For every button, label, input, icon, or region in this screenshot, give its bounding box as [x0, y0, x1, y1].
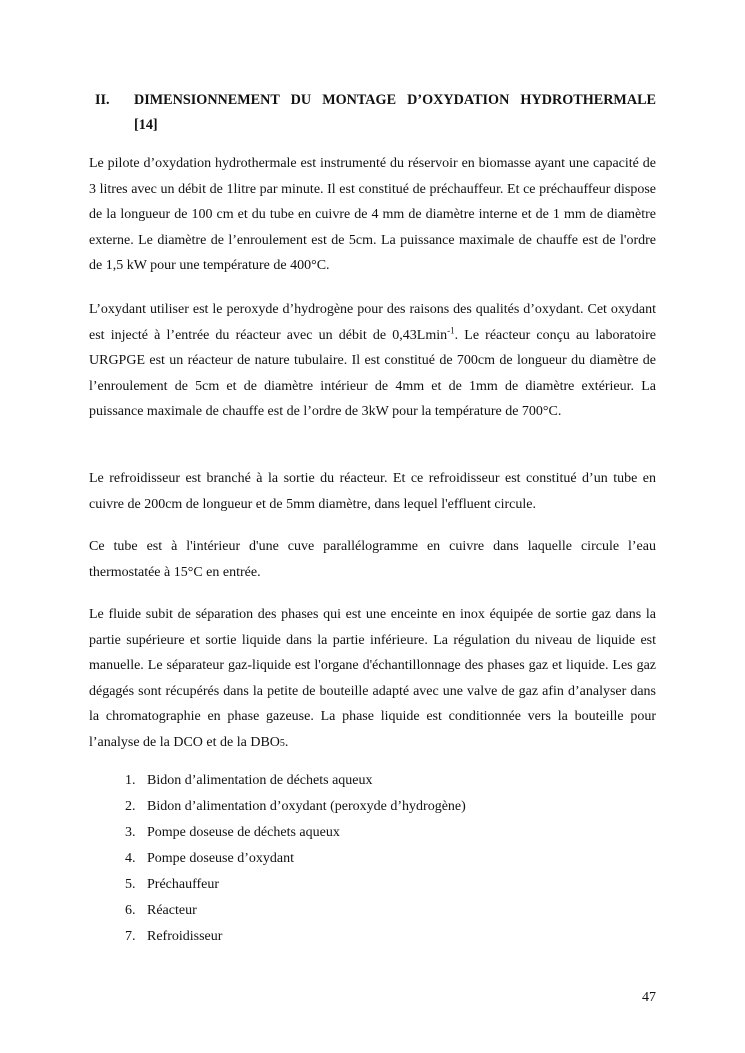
paragraph-tube: [89, 534, 656, 585]
list-item-label: Pompe doseuse d’oxydant: [147, 851, 294, 866]
list-item-number: 3.: [125, 825, 136, 840]
paragraph-separator: [89, 602, 656, 757]
section-title-line2: [14]: [134, 117, 158, 133]
section-number: II.: [95, 92, 110, 108]
list-item-label: Refroidisseur: [147, 929, 223, 944]
list-item-number: 7.: [125, 929, 136, 944]
list-item-number: 1.: [125, 773, 136, 788]
list-item: [125, 846, 466, 872]
section-title: [134, 88, 656, 138]
paragraph-oxidant-text-2: . Le réacteur conçu au laboratoire URGPGE est un réacteur de nature tubulaire. Il est constitué de 700cm de longueur du diamètre de l’enroulement de 5cm et de diamètre intérieur de 4mm et de 1mm de diamètre extérieur. La puissance maximale de chauffe est de l’ordre de 3kW pour la température de 700°C.: [89, 327, 656, 420]
paragraph-preheater: [89, 151, 656, 279]
list-item: [125, 794, 466, 820]
list-item: [125, 872, 466, 898]
list-item-label: Pompe doseuse de déchets aqueux: [147, 825, 340, 840]
paragraph-separator-text-2: .: [284, 734, 289, 750]
list-item: [125, 820, 466, 846]
list-item-label: Préchauffeur: [147, 877, 220, 892]
paragraph-cooler-text: Le refroidisseur est branché à la sortie du réacteur. Et ce refroidisseur est constitué d’un tube en cuivre de 200cm de longueur et de 5mm diamètre, dans lequel l'effluent circule.: [89, 471, 656, 512]
paragraph-cooler: [89, 466, 656, 517]
section-heading: [89, 88, 656, 138]
list-item-label: Réacteur: [147, 903, 197, 918]
page-number: 47: [642, 990, 656, 1005]
paragraph-oxidant-reactor: [89, 297, 656, 425]
list-item-label: Bidon d’alimentation d’oxydant (peroxyde d’hydrogène): [147, 799, 466, 814]
paragraph-separator-text-1: Le fluide subit de séparation des phases qui est une enceinte en inox équipée de sortie gaz dans la partie supérieure et sortie liquide dans la partie inférieure. La régulation du niveau de liquide est manuelle. Le séparateur gaz-liquide est l'organe d'échantillonnage des phases gaz et liquide. Les gaz dégagés sont récupérés dans la petite de bouteille adapté avec une valve de gaz afin d’analyser dans la chromatographie en phase gazeuse. La phase liquide est conditionnée vers la bouteille pour l’analyse de la DCO et de la DBO: [89, 607, 656, 750]
paragraph-oxidant-text-1: L’oxydant utiliser est le peroxyde d’hydrogène pour des raisons des qualités d’oxydant. Cet oxydant est injecté à l’entrée du réacteur avec un débit de 0,43Lmin: [89, 302, 656, 343]
list-item-number: 6.: [125, 903, 136, 918]
list-item-number: 4.: [125, 851, 136, 866]
equipment-list: [125, 768, 466, 950]
paragraph-preheater-text: Le pilote d’oxydation hydrothermale est instrumenté du réservoir en biomasse ayant une capacité de 3 litres avec un débit de 1litre par minute. Il est constitué de préchauffeur. Et ce préchauffeur dispose de la longueur de 100 cm et du tube en cuivre de 4 mm de diamètre interne et de 1 mm de diamètre externe. Le diamètre de l’enroulement est de 5cm. La puissance maximale de chauffe est de l'ordre de 1,5 kW pour une température de 400°C.: [89, 156, 656, 274]
list-item: [125, 898, 466, 924]
list-item-number: 5.: [125, 877, 136, 892]
list-item-label: Bidon d’alimentation de déchets aqueux: [147, 773, 373, 788]
list-item: [125, 924, 466, 950]
list-item: [125, 768, 466, 794]
unit-superscript: -1: [447, 324, 455, 335]
paragraph-tube-text: Ce tube est à l'intérieur d'une cuve parallélogramme en cuivre dans laquelle circule l’eau thermostatée à 15°C en entrée.: [89, 539, 656, 580]
list-item-number: 2.: [125, 799, 136, 814]
section-title-line1: DIMENSIONNEMENT DU MONTAGE D’OXYDATION HYDROTHERMALE: [134, 92, 656, 108]
dbo-subscript: 5: [279, 737, 285, 749]
